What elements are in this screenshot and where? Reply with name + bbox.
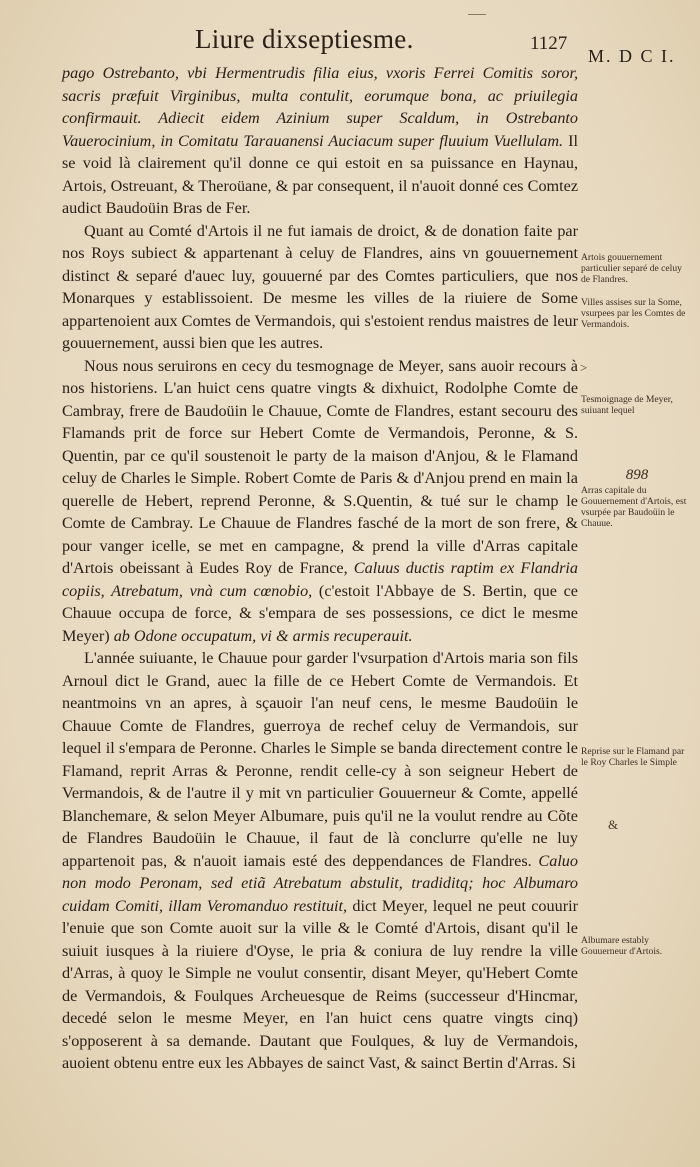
latin-quotation: Caluo non modo Peronam, sed etiã Atrebatum abstulit, tradiditq; hoc Albumaro cuidam Comiti, illam Veromanduo restituit, [62,851,578,915]
year-header: M. D C I. [588,46,676,66]
text-run: L'année suiuante, le Chauue pour garder l'vsurpation d'Artois maria son fils Arnoul dict le Grand, auec la fille de ce Hebert Comte de Vermandois. Et neantmoins vn an apres, à sçauoir l'an neuf cens, le mesme Baudoüin le Chauue Comte de Flandres, guerroya de rechef celuy de Vermandois, sur lequel il s'empara de Peronne. Charles le Simple se banda directement contre le Flamand, reprit Arras & Peronne, rendit celle-cy à son seigneur Hebert de Vermandois, & de l'autre il y mit vn particulier Gouuerneur & Comte, appellé Blanchemare, & selon Meyer Albumare, puis qu'il ne la voulut rendre au Cõte de Flandres Baudoüin le Chauue, il faut de là conclurre qu'elle ne luy appartenoit pas, & n'auoit iamais esté des deppendances de Flandres. [62,649,578,870]
margin-note-text: Arras capitale du Gouuernement d'Artois, est vsurpée par Baudoüin le Chauue. [581,485,687,529]
text-run: (c'estoit l'Abbaye de S. Bertin, que ce Chauue occupa de force, & s'empara de ses possessions, ce dict le mesme Meyer) [62,581,578,645]
top-rule [468,14,486,15]
margin-note-text: Albumare estably Gouuerneur d'Artois. [581,935,663,957]
text-run: Quant au Comté d'Artois il ne fut iamais de droict, & de donation faite par nos Roys subiect & appartenant à celuy de Flandres, ains vn gouuernement distinct & separé d'auec luy, gouuerné par des Comtes particuliers, que nos Monarques y establissoient. De mesme les villes de la riuiere de Some appartenoient aux Comtes de Vermandois, qui s'estoient rendus maistres de leur gouuernement, aussi bien que les autres. [62,221,578,352]
latin-quotation: pago Ostrebanto, vbi Hermentrudis filia eius, vxoris Ferrei Comitis soror, sacris præfuit Virginibus, multa contulit, eorumque bona, ac priuilegia confirmauit. Adiecit eidem Azinium super Scaldum, in Ostrebanto Vauerocinium, in Comitatu Tarauanensi Auciacum super fluuium Vuellulam. [62,64,578,150]
margin-year: 898 [625,467,649,483]
margin-note-tesmoignage-meyer [581,394,693,416]
margin-note-arras-capitale [581,467,693,529]
running-header: Liure dixseptiesme. [195,24,414,54]
margin-note-villes-some [581,297,693,330]
margin-note-albumare [581,935,693,957]
text-run: Nous nous seruirons en cecy du tesmognage de Meyer, sans auoir recours à nos historiens. L'an huict cens quatre vingts & dixhuict, Rodolphe Comte de Cambray, frere de Baudoüin le Chauue, Comte de Flandres, estant secouru des Flamands prit de force sur Hebert Comte de Vermandois, Peronne, & S. Quentin, par ce qu'il soustenoit le party de la maison d'Anjou, & le Flamand celuy de Charles le Simple. Robert Comte de Paris & d'Anjou prend en main la querelle de Hebert, reprend Peronne, & S.Quentin, & tué sur le champ le Comte de Cambray. Le Chauue de Flandres fasché de la mort de son frere, & pour vanger icelle, se met en campagne, & prend la ville d'Arras capitale d'Artois obeissant à Eudes Roy de France, [62,356,578,577]
text-run: Il se void là clairement qu'il donne ce qui estoit en sa puissance en Haynau, Artois, Ostreuant, & Theroüane, & par consequent, il n'auoit donné ces Comtez audict Baudoüin Bras de Fer. [62,131,579,217]
page-number: 1127 [530,33,568,54]
margin-note-text: Villes assises sur la Some, vsurpees par les Comtes de Vermandois. [581,297,686,330]
text-run: dict Meyer, lequel ne peut couurir l'enuie que son Comte auoit sur la ville & le Comté d'Artois, disant qu'il le suiuit iusques à la riuiere d'Oyse, le pria & coniura de luy rendre la ville d'Arras, à quoy le Simple ne voulut consentir, disant Meyer, qu'Hebert Comte de Vermandois, & Foulques Archeuesque de Reims (successeur d'Hincmar, decedé selon le mesme Meyer, en l'an huict cens quatre vingts cinq) s'opposerent à sa demande. Dautant que Foulques, & luy de Vermandois, auoient obtenu entre eux les Abbayes de sainct Vast, & sainct Bertin d'Arras. Si [62,896,578,1072]
latin-quotation: Caluus ductis raptim ex Flandria copiis, Atrebatum, vnà cum cœnobio, [62,559,578,600]
caret-mark: > [580,360,588,375]
margin-note-text: Tesmoignage de Meyer, suiuant lequel [581,394,673,416]
margin-note-text: Artois gouuernement particulier separé de celuy de Flandres. [581,252,682,285]
margin-note-artois-gouvernement [581,252,693,285]
paragraph [62,220,578,355]
paragraph [62,647,578,1075]
paragraph [62,355,578,648]
margin-note-text: Reprise sur le Flamand par le Roy Charles le Simple [581,746,685,768]
paragraph [62,62,578,220]
main-text [62,62,578,1075]
margin-note-reprise [581,746,693,768]
latin-quotation: ab Odone occupatum, vi & armis recuperauit. [113,626,413,645]
ampersand-mark: & [608,817,619,832]
